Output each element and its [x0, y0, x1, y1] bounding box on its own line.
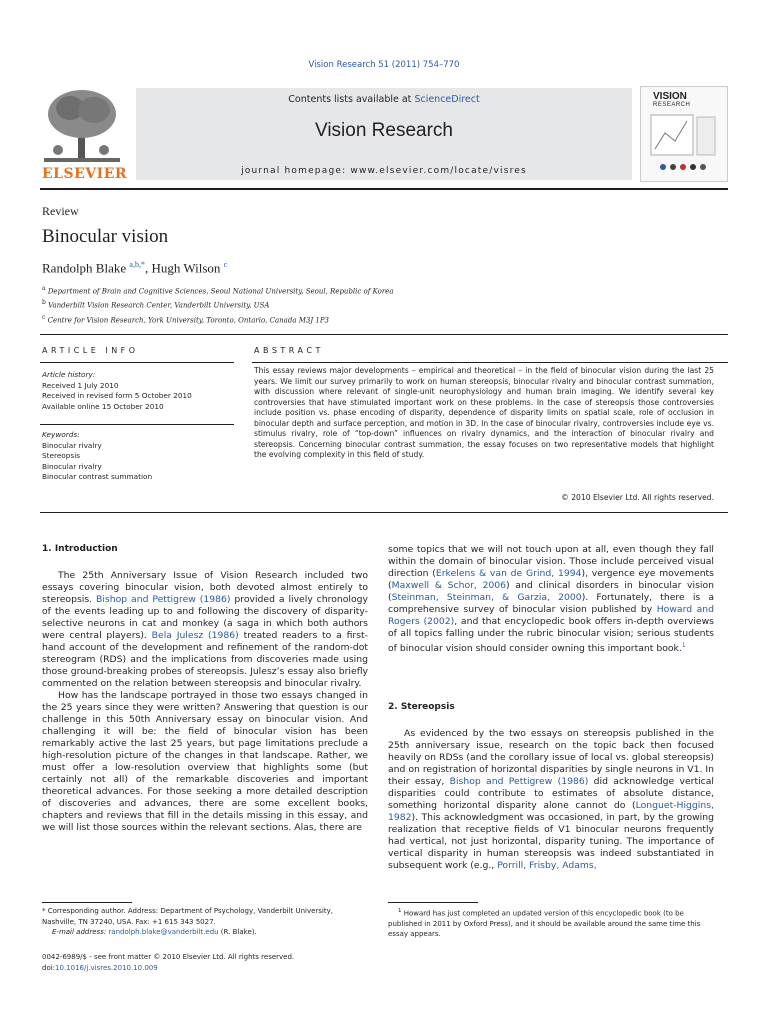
text-run: ). This acknowledgment was occasioned, in part, by the growing realization that receptive fields of V1 binocular neurons frequently had vertical, not just horizontal, disparity tuning. The importance of vertical disparity in human stereopsis was indeed substantiated in subsequent work (e.g., — [388, 812, 714, 872]
text-run: did acknowledge vertical disparities could contribute to estimates of absolute distance, something horizontal disparity alone cannot do ( — [388, 776, 714, 812]
paragraph — [388, 728, 714, 872]
front-matter-text: 0042-6989/$ - see front matter © 2010 Elsevier Ltd. All rights reserved. — [42, 953, 295, 961]
history-revised: Received in revised form 5 October 2010 — [42, 391, 192, 400]
affil-mark: c — [42, 313, 46, 321]
corresponding-author-address: * Corresponding author. Address: Department of Psychology, Vanderbilt University, Nashville, TN 37240, USA. Fax: +1 615 343 5027. — [42, 907, 334, 926]
paragraph — [388, 544, 714, 655]
journal-title: Vision Research — [314, 120, 453, 141]
keywords-label: Keywords: — [42, 430, 80, 439]
history-received: Received 1 July 2010 — [42, 380, 119, 390]
citation-link[interactable]: Maxwell & Schor, 2006 — [391, 580, 507, 592]
text-run: ). Fortunately, there is a comprehensive survey of binocular vision published by — [388, 592, 714, 616]
history-online: Available online 15 October 2010 — [42, 401, 164, 411]
affiliation-c — [42, 312, 394, 326]
text-run: As evidenced by the two essays on stereopsis published in the 25th anniversary issue, research on the topic back then focused heavily on RDSs (and the corollary issue of local vs. global stereopsis) and on registration of horizontal disparities by single neurons in V1. In their essay, — [388, 728, 714, 788]
cover-figure-icon — [649, 113, 719, 175]
masthead — [40, 88, 728, 184]
doi-link[interactable]: 10.1016/j.visres.2010.10.009 — [55, 963, 158, 972]
affil-mark: a — [42, 285, 46, 292]
journal-homepage[interactable]: journal homepage: www.elsevier.com/locate/visres — [241, 166, 527, 176]
keyword: Binocular rivalry — [42, 440, 102, 450]
keyword: Binocular rivalry — [42, 461, 102, 471]
affil-text: Centre for Vision Research, York University, Toronto, Ontario, Canada M3J 1P3 — [47, 315, 329, 324]
article-info-heading: ARTICLE INFO — [42, 346, 139, 355]
citation-link[interactable]: Longuet-Higgins, 1982 — [388, 800, 714, 824]
info-rule-mid — [40, 424, 234, 425]
contents-line — [136, 94, 632, 105]
keywords — [42, 430, 222, 483]
affiliation-b — [42, 297, 394, 311]
history-label: Article history: — [42, 370, 96, 379]
corresponding-author-note — [42, 906, 368, 938]
text-run: , and that encyclopedic book offers in-depth overviews of all topics falling under the rubric binocular vision; serious students of binocular vision should consider owning this important book. — [388, 616, 714, 655]
paragraph: How has the landscape portrayed in those two essays changed in the 25 years since they were written? Answering that question is our challenge in this 50th Anniversary essay on binocular vision. And challenging it will be: the field of binocular vision has been remarkably active the last 25 years, but page limitations preclude a high-resolution picture of the changes in that landscape. Rather, we must offer a low-resolution overview that highlights some (but certainly not all) of the remarkable discoveries and important theoretical advances. For those seeking a more detailed description of discoveries and advances, there are some excellent books, chapters and reviews that fill in the details missing in this essay, and we will list those sources within the relevant sections. Alas, there are — [42, 690, 368, 834]
footnote-rule-right — [388, 902, 478, 903]
text-run: ) and clinical disorders in binocular vision ( — [388, 580, 714, 604]
citation-link[interactable]: Bela Julesz (1986) — [151, 630, 239, 642]
doi-label: doi: — [42, 963, 56, 972]
citation-link[interactable]: Howard and Rogers (2002) — [388, 604, 714, 628]
keyword: Binocular contrast summation — [42, 472, 153, 481]
affil-text: Vanderbilt Vision Research Center, Vanderbilt University, USA — [48, 301, 270, 310]
abstract-heading: ABSTRACT — [254, 346, 324, 355]
abstract-copyright: © 2010 Elsevier Ltd. All rights reserved. — [561, 493, 714, 502]
paper-title: Binocular vision — [42, 226, 169, 247]
journal-reference[interactable]: Vision Research 51 (2011) 754–770 — [308, 60, 460, 70]
author-blake: Randolph Blake — [42, 260, 127, 276]
abstract-rule-top — [252, 362, 728, 363]
author-wilson: , Hugh Wilson — [144, 260, 221, 276]
journal-cover-thumbnail — [640, 86, 728, 182]
cover-subtitle: RESEARCH — [653, 102, 691, 108]
article-type: Review — [42, 204, 79, 218]
email-label: E-mail address: — [52, 928, 107, 936]
author-blake-affil-marks[interactable]: a,b,* — [129, 260, 145, 269]
section-heading-stereopsis: 2. Stereopsis — [388, 702, 455, 712]
abstract-text: This essay reviews major developments – empirical and theoretical – in the field of binocular vision during the last 25 years. We limit our survey primarily to work on human stereopsis, binocular rivalry and binocular contrast summation, with discussion where relevant of single-unit neurophysiology and human brain imaging. We identify several key controversies that have stimulated important work on these problems. In the case of stereopsis those controversies include position vs. phase encoding of disparity, dependence of disparity limits on spatial scale, role of occlusion in binocular depth and surface perception, and motion in 3D. In the case of binocular rivalry, controversies include eye vs. stimulus rivalry, role of “top-down” influences on rivalry dynamics, and the interaction of binocular rivalry and stereopsis. Concerning binocular contrast summation, the essay focuses on two representative models that highlight the evolving complexity in this field of study. — [254, 366, 714, 460]
email-suffix: (R. Blake). — [218, 928, 257, 936]
text-run: provided a lively chronology of the events leading up to and following the discovery of disparity-selective neurons in cat and monkey (a saga in which both authors were central players). — [42, 594, 368, 642]
article-history — [42, 370, 222, 412]
footnote-1-marker: 1 — [398, 908, 402, 914]
contents-prefix: Contents lists available at — [288, 94, 412, 105]
affiliations — [42, 283, 394, 326]
abstract-rule-bottom — [40, 512, 728, 513]
right-column-text-bottom — [388, 728, 714, 872]
email-link[interactable]: randolph.blake@vanderbilt.edu — [108, 928, 219, 936]
text-run: The 25th Anniversary Issue of Vision Research included two essays covering binocular vision, both devoted almost entirely to stereopsis. — [42, 570, 368, 606]
info-rule-top — [40, 362, 234, 363]
citation-link[interactable]: Bishop and Pettigrew (1986) — [96, 594, 231, 606]
citation-link[interactable]: Steinman, Steinman, & Garzia, 2000 — [391, 592, 582, 604]
right-column-text-top — [388, 544, 714, 655]
author-list — [42, 260, 227, 276]
front-matter — [42, 952, 368, 973]
text-run: some topics that we will not touch upon at all, even though they fall within the domain of binocular vision. Those include perceived visual direction ( — [388, 544, 714, 580]
cover-title: VISION — [653, 91, 687, 102]
affil-text: Department of Brain and Cognitive Sciences, Seoul National University, Seoul, Republic of Korea — [47, 287, 394, 296]
elsevier-wordmark: ELSEVIER — [42, 166, 128, 182]
author-wilson-affil-mark[interactable]: c — [223, 260, 228, 269]
doi-line — [42, 963, 368, 974]
journal-banner — [136, 88, 632, 180]
sciencedirect-link[interactable]: ScienceDirect — [414, 94, 480, 105]
affiliation-a — [42, 283, 394, 297]
citation-link[interactable]: Erkelens & van de Grind, 1994 — [435, 568, 582, 580]
footnote-marker[interactable]: 1 — [681, 642, 686, 650]
left-column-text — [42, 570, 368, 834]
footnote-1-text: Howard has just completed an updated version of this encyclopedic book (to be published in 2011 by Oxford Press), and it should be available around the same time this essay appears. — [388, 909, 701, 939]
keyword: Stereopsis — [42, 451, 81, 460]
email-line — [42, 927, 368, 938]
footnote-1 — [388, 906, 714, 940]
text-run: treated readers to a first-hand account of the development and refinement of the random-dot stereogram (RDS) and the implications from discoveries made using those ground-breaking probes of stereopsis. Julesz’s essay also briefly commented on the relation between stereopsis and binocular rivalry. — [42, 630, 368, 690]
header-rule — [40, 188, 728, 190]
citation-link[interactable]: Porrill, Frisby, Adams, — [497, 860, 597, 872]
paragraph — [42, 570, 368, 690]
citation-link[interactable]: Bishop and Pettigrew (1986) — [449, 776, 589, 788]
title-rule — [40, 334, 728, 335]
footnote-rule-left — [42, 902, 132, 903]
text-run: ), vergence eye movements ( — [388, 568, 715, 592]
affil-mark: b — [42, 299, 46, 307]
section-heading-introduction: 1. Introduction — [42, 544, 118, 554]
